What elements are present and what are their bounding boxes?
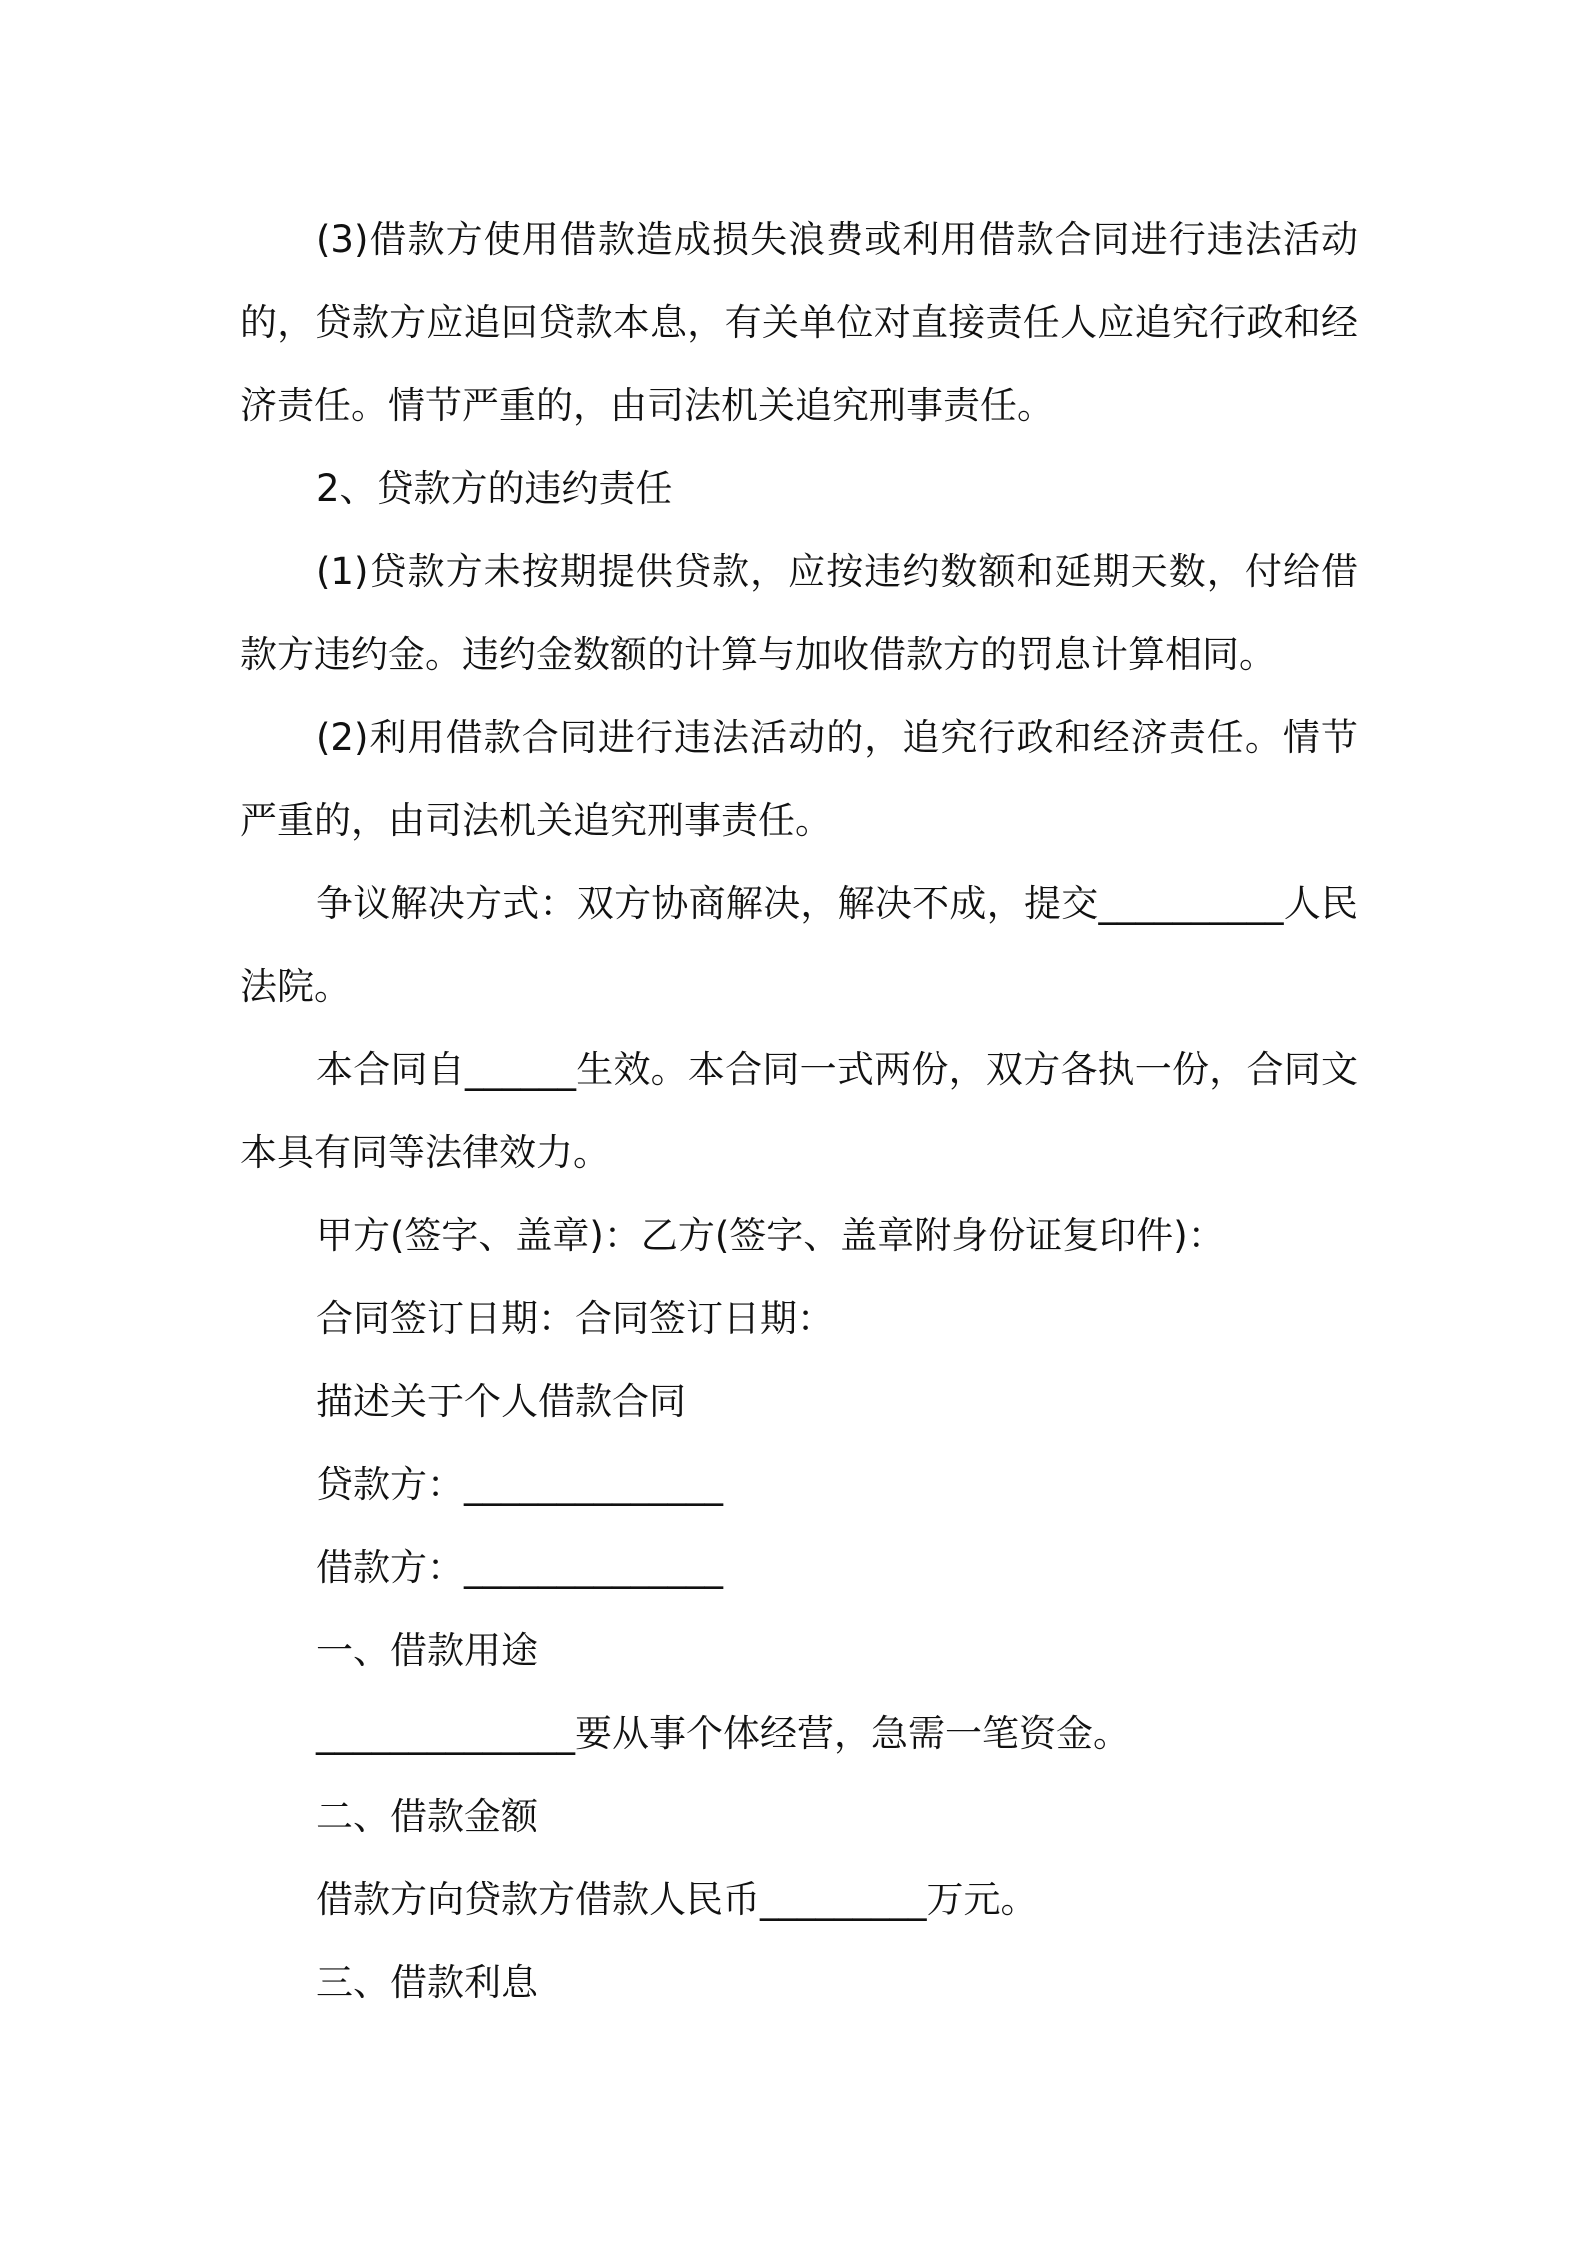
signature-parties: 甲方(签字、盖章)：乙方(签字、盖章附身份证复印件)： <box>316 1214 1225 1257</box>
heading-loan-purpose: 一、借款用途 <box>316 1629 538 1672</box>
borrower-field: 借款方：______________ <box>316 1546 723 1589</box>
paragraph-borrower-liability-3: (3)借款方使用借款造成损失浪费或利用借款合同进行违法活动的，贷款方应追回贷款本息，有关单位对直接责任人应追究行政和经济责任。情节严重的，由司法机关追究刑事责任。 <box>240 218 1358 427</box>
paragraph-loan-purpose: ______________要从事个体经营，急需一笔资金。 <box>316 1712 1130 1755</box>
paragraph-effective-date: 本合同自______生效。本合同一式两份，双方各执一份，合同文本具有同等法律效力。 <box>240 1048 1358 1174</box>
heading-loan-amount: 二、借款金额 <box>316 1795 538 1838</box>
paragraph-dispute-resolution: 争议解决方式：双方协商解决，解决不成，提交__________人民法院。 <box>240 882 1358 1008</box>
signing-dates: 合同签订日期：合同签订日期： <box>316 1297 834 1340</box>
paragraph-lender-liability-1: (1)贷款方未按期提供贷款，应按违约数额和延期天数，付给借款方违约金。违约金数额的计算与加收借款方的罚息计算相同。 <box>240 550 1358 676</box>
heading-loan-interest: 三、借款利息 <box>316 1961 538 2004</box>
paragraph-loan-amount: 借款方向贷款方借款人民币_________万元。 <box>316 1878 1038 1921</box>
paragraph-lender-liability-2: (2)利用借款合同进行违法活动的，追究行政和经济责任。情节严重的，由司法机关追究刑事责任。 <box>240 716 1358 842</box>
section-title: 描述关于个人借款合同 <box>316 1380 686 1423</box>
document-body <box>240 198 1358 2024</box>
heading-lender-liability: 2、贷款方的违约责任 <box>316 467 673 510</box>
lender-field: 贷款方：______________ <box>316 1463 723 1506</box>
